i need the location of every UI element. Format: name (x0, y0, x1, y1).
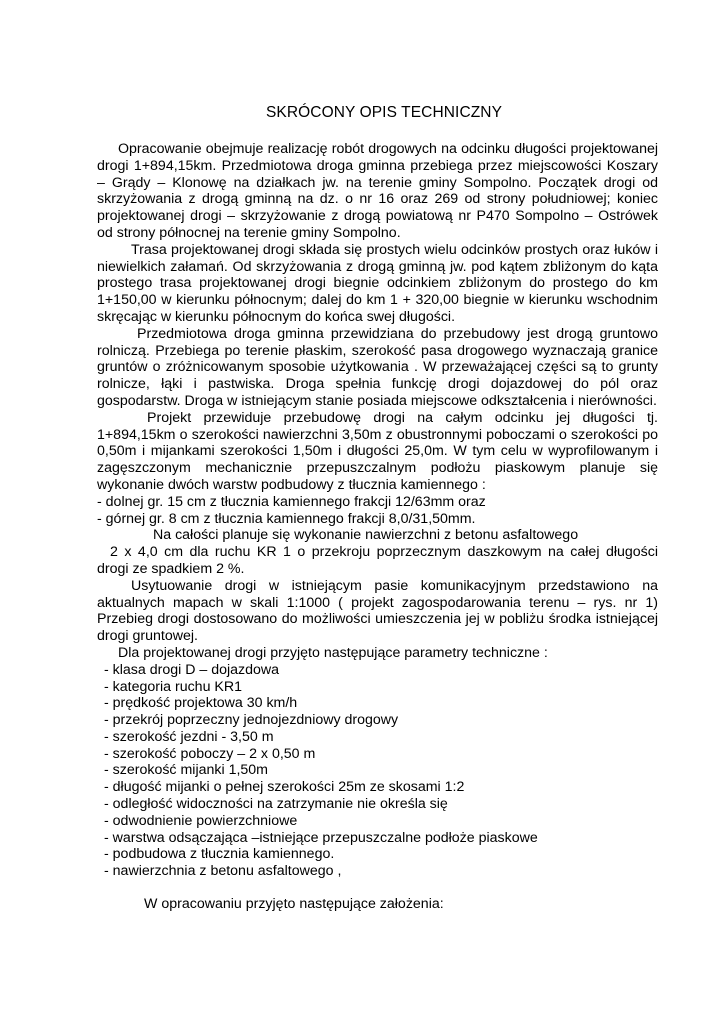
list-item: - prędkość projektowa 30 km/h (104, 695, 298, 712)
list-item: - odwodnienie powierzchniowe (104, 812, 298, 829)
closing-line: W opracowaniu przyjęto następujące założenia: (144, 896, 444, 913)
parameters-list (97, 662, 658, 880)
list-item: - szerokość mijanki 1,50m (104, 762, 268, 779)
list-item: - szerokość jezdni - 3,50 m (104, 728, 274, 745)
list-item: - kategoria ruchu KR1 (104, 678, 243, 695)
list-item: - odległość widoczności na zatrzymanie nie określa się (104, 796, 448, 813)
layer-lower: - dolnej gr. 15 cm z tłucznia kamiennego frakcji 12/63mm oraz (97, 493, 486, 510)
document-body (97, 141, 658, 913)
paragraph-location: Usytuowanie drogi w istniejącym pasie komunikacyjnym przedstawiono na aktualnych mapach w skali 1:1000 ( projekt zagospodarowania terenu – rys. nr 1) Przebieg drogi dostosowano do możliwości umieszczenia jej w pobliżu środka istniejącej drogi gruntowej. (97, 577, 658, 645)
list-item: - długość mijanki o pełnej szerokości 25m ze skosami 1:2 (104, 779, 465, 796)
page-title: SKRÓCONY OPIS TECHNICZNY (265, 104, 503, 121)
list-item: - szerokość poboczy – 2 x 0,50 m (104, 745, 316, 762)
list-item: - przekrój poprzeczny jednojezdniowy drogowy (104, 712, 399, 729)
params-intro: Dla projektowanej drogi przyjęto następujące parametry techniczne : (118, 644, 548, 661)
list-item: - warstwa odsączająca –istniejące przepuszczalne podłoże piaskowe (104, 829, 538, 846)
paragraph-project-scope: Projekt przewiduje przebudowę drogi na całym odcinku jej długości tj. 1+894,15km o szerokości nawierzchni 3,50m z obustronnymi poboczami o szerokości po 0,50m i mijankami szerokości 1,50m i długości 25,0m. W tym celu w wyprofilowanym i zagęszczonym mechanicznie przepuszczalnym podłożu piaskowym planuje się wykonanie dwóch warstw podbudowy z tłucznia kamiennego : (97, 409, 658, 493)
surface-intro: Na całości planuje się wykonanie nawierzchni z betonu asfaltowego (153, 527, 579, 544)
surface-detail: 2 x 4,0 cm dla ruchu KR 1 o przekroju poprzecznym daszkowym na całej długości drogi ze spadkiem 2 %. (97, 544, 658, 577)
paragraph-scope: Opracowanie obejmuje realizację robót drogowych na odcinku długości projektowanej drogi 1+894,15km. Przedmiotowa droga gminna przebiega przez miejscowości Koszary – Grądy – Klonowę na działkach jw. na terenie gminy Sompolno. Początek drogi od skrzyżowania z drogą gminną na dz. o nr 16 oraz 269 od strony południowej; koniec projektowanej drogi – skrzyżowanie z drogą powiatową nr P470 Sompolno – Ostrówek od strony północnej na terenie gminy Sompolno. (97, 141, 658, 241)
list-item: - klasa drogi D – dojazdowa (104, 661, 280, 678)
paragraph-route: Trasa projektowanej drogi składa się prostych wielu odcinków prostych oraz łuków i niewielkich załamań. Od skrzyżowania z drogą gminną jw. pod kątem zbliżonym do kąta prostego trasa projektowanej drogi biegnie odcinkiem zbliżonym do prostego do km 1+150,00 w kierunku północnym; dalej do km 1 + 320,00 biegnie w kierunku wschodnim skręcając w kierunku północnym do końca swej długości. (97, 241, 658, 325)
layer-upper: - górnej gr. 8 cm z tłucznia kamiennego frakcji 8,0/31,50mm. (97, 510, 476, 527)
paragraph-existing-state: Przedmiotowa droga gminna przewidziana do przebudowy jest drogą gruntowo rolniczą. Przebiega po terenie płaskim, szerokość pasa drogowego wyznaczają granice gruntów o zróżnicowanym sposobie użytkowania . W przeważającej części są to grunty rolnicze, łąki i pastwiska. Droga spełnia funkcję drogi dojazdowej do pól oraz gospodarstw. Droga w istniejącym stanie posiada miejscowe odkształcenia i nierówności. (97, 325, 658, 409)
list-item: - podbudowa z tłucznia kamiennego. (104, 846, 335, 863)
list-item: - nawierzchnia z betonu asfaltowego , (104, 863, 342, 880)
